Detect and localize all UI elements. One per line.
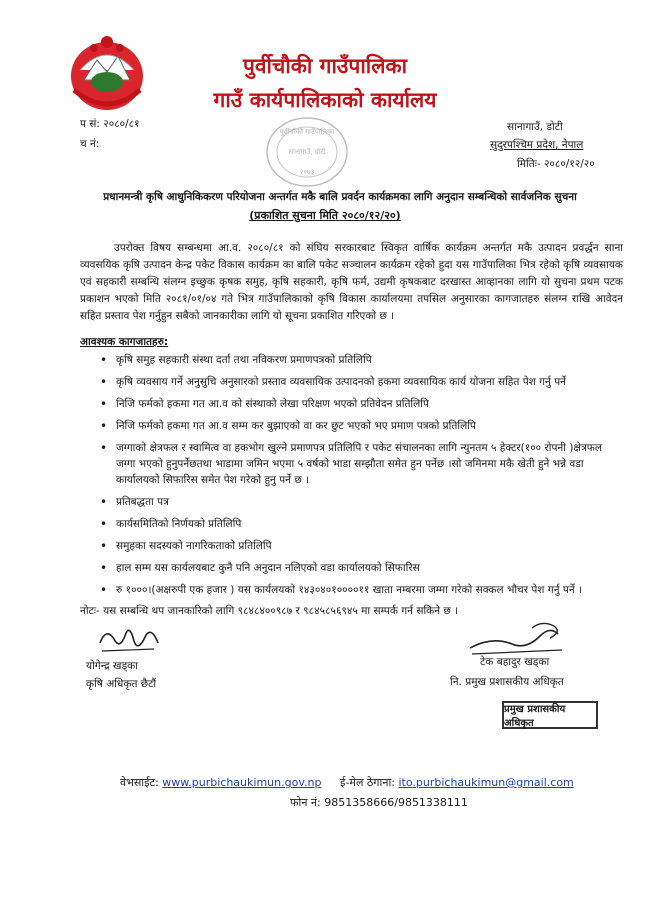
email-line [340, 775, 574, 790]
website-label: वेभसाईट: [120, 776, 159, 789]
documents-list [100, 352, 620, 604]
dispatch-number: च नं: [80, 138, 100, 150]
list-item: • जग्गाको क्षेत्रफल र स्वामित्व वा हकभोग खुल्ने प्रमाणपत्र प्रतिलिपि र पकेट संचालनका लागि न्युनतम ५ हेक्टर(१०० रोपनी )क्षेत्रफल जग्गा भएको हुनुपर्नेछतथा भाडामा जमिन भएमा ५ वर्षको भाडा सम्झौता समेत हुन पर्नेछ ।सो जमिनमा मकै खेती हुने भन्ने वडा कार्यालयको सिफारिस समेत पेश गरेको हुनु पर्ने छ । [100, 440, 620, 488]
list-item: • प्रतिबद्धता पत्र [100, 494, 620, 510]
right-signatory-name: टेक बहादुर खड्का [480, 656, 550, 668]
list-item: • कृषि व्यवसाय गर्ने अनुसुचि अनुसारको प्रस्ताव व्यवसायिक उत्पादनको हकमा व्यवसायिक कार्य योजना सहित पेश गर्नु पर्ने [100, 374, 620, 390]
documents-heading: आवश्यक कागजातहरु: [80, 336, 169, 348]
contact-note: नोटः- यस सम्बन्धि थप जानकारिको लागि ९८४८४००९८७ र ९८४५८५६९४५ मा सम्पर्क गर्न सकिने छ । [80, 605, 459, 617]
organization-name: पुर्वीचौकी गाउँपालिका [242, 54, 408, 78]
stamp-line-3: २०७३ [299, 168, 315, 176]
website-link[interactable]: www.purbichaukimun.gov.np [162, 776, 322, 789]
phone-label: फोन नं: [290, 796, 321, 809]
publication-date [0, 208, 650, 223]
list-item: • रु १०००।(अक्षरुपी एक हजार ) यस कार्यलयको १४३०४०१००००११ खाता नम्बरमा जम्मा गरेको सक्कल भौचर पेश गर्नु पर्ने । [100, 582, 620, 598]
publication-date-text: (प्रकाशित सुचना मिति २०८०/१२/२०) [249, 209, 401, 222]
reference-number: प सं: २०८०/८१ [80, 118, 140, 130]
notice-subject: प्रधानमन्त्री कृषि आधुनिकिकरण परियोजना अन्तर्गत मकै बालि प्रवर्दन कार्यक्रमका लागि अनुदान सम्बन्धिको सार्वजनिक सुचना [103, 191, 577, 203]
office-name: गाउँ कार्यपालिकाको कार्यालय [213, 88, 437, 112]
list-item: • कार्यसमितिको निर्णयको प्रतिलिपि [100, 516, 620, 532]
signature-left-icon [94, 623, 174, 657]
email-label: ई-मेल ठेगाना: [340, 776, 395, 789]
list-item: • निजि फर्मको हकमा गत आ.व को संस्थाको लेखा परिक्षण भएको प्रतिवेदन प्रतिलिपि [100, 396, 620, 412]
phone-line [290, 795, 468, 810]
address-line-1: सानागाउँ, डोटी [507, 121, 563, 133]
list-item: • समुहका सदस्यको नागरिकताको प्रतिलिपि [100, 538, 620, 554]
office-stamp [262, 112, 352, 192]
right-signatory-title: नि. प्रमुख प्रशासकीय अधिकृत [450, 676, 564, 688]
phone-number: 9851358666/9851338111 [324, 796, 468, 809]
left-signatory-title: कृषि अधिकृत छैटौं [86, 678, 157, 690]
list-item: • कृषि समुह सहकारी संस्था दर्ता तथा नविकरण प्रमाणपत्रको प्रतिलिपि [100, 352, 620, 368]
notice-body: उपरोक्त विषय सम्बन्धमा आ.व. २०८०/८१ को संघिय सरकारबाट स्विकृत वार्षिक कार्यक्रम अन्तर्गत मकै उत्पादन प्रवर्द्धन साना व्यवसयिक कृषि उत्पादन केन्द्र पकेट विकास कार्यक्रम का बालि पकेट सञ्चालन कार्यक्रम रहेको हुदा यस गाउँपालिका भित्र रहेको कृषि व्यवसायक एवं सहकारी सम्बन्धि संलग्न इच्छुक कृषक समुह, कृषि सहकारी, कृषि फर्म, उद्यमी कृषकबाट दरखास्त आव्हानका लागि यो सुचना प्रथम पटक प्रकाशन भएको मिति २०८१/०१/०४ गते भित्र गाउँपालिकाको कृषि विकास कार्यालयमा तपसिल अनुसारका कागजातहरु संलग्न राखि आवेदन सहित प्रस्ताव पेश गर्नुहुन सबैको जानकारीका लागि यो सूचना प्रकाशित गरिएको छ । [80, 242, 623, 322]
letter-date: मितिः- २०८०/१२/२० [517, 158, 595, 170]
website-line [120, 775, 321, 790]
officer-seal: प्रमुख प्रशासकीय अधिकृत [502, 701, 598, 729]
signature-right-icon [462, 618, 572, 660]
list-item: • निजि फर्मको हकमा गत आ.व सम्म कर बुझाएको वा कर छुट भएको भए प्रमाण पत्रको प्रतिलिपि [100, 418, 620, 434]
address-line-2: सुदुरपश्चिम प्रदेश, नेपाल [490, 139, 584, 151]
email-link[interactable]: ito.purbichaukimun@gmail.com [398, 776, 574, 789]
left-signatory-name: योगेन्द्र खड्का [86, 660, 138, 672]
stamp-line-2: सानागाउँ, डोटी [288, 148, 326, 156]
list-item: • हाल सम्म यस कार्यलयबाट कुनै पनि अनुदान नलिएको वडा कार्यालयको सिफारिस [100, 560, 620, 576]
stamp-line-1: पुर्वीचौकी गाउँपालिका [279, 128, 335, 136]
